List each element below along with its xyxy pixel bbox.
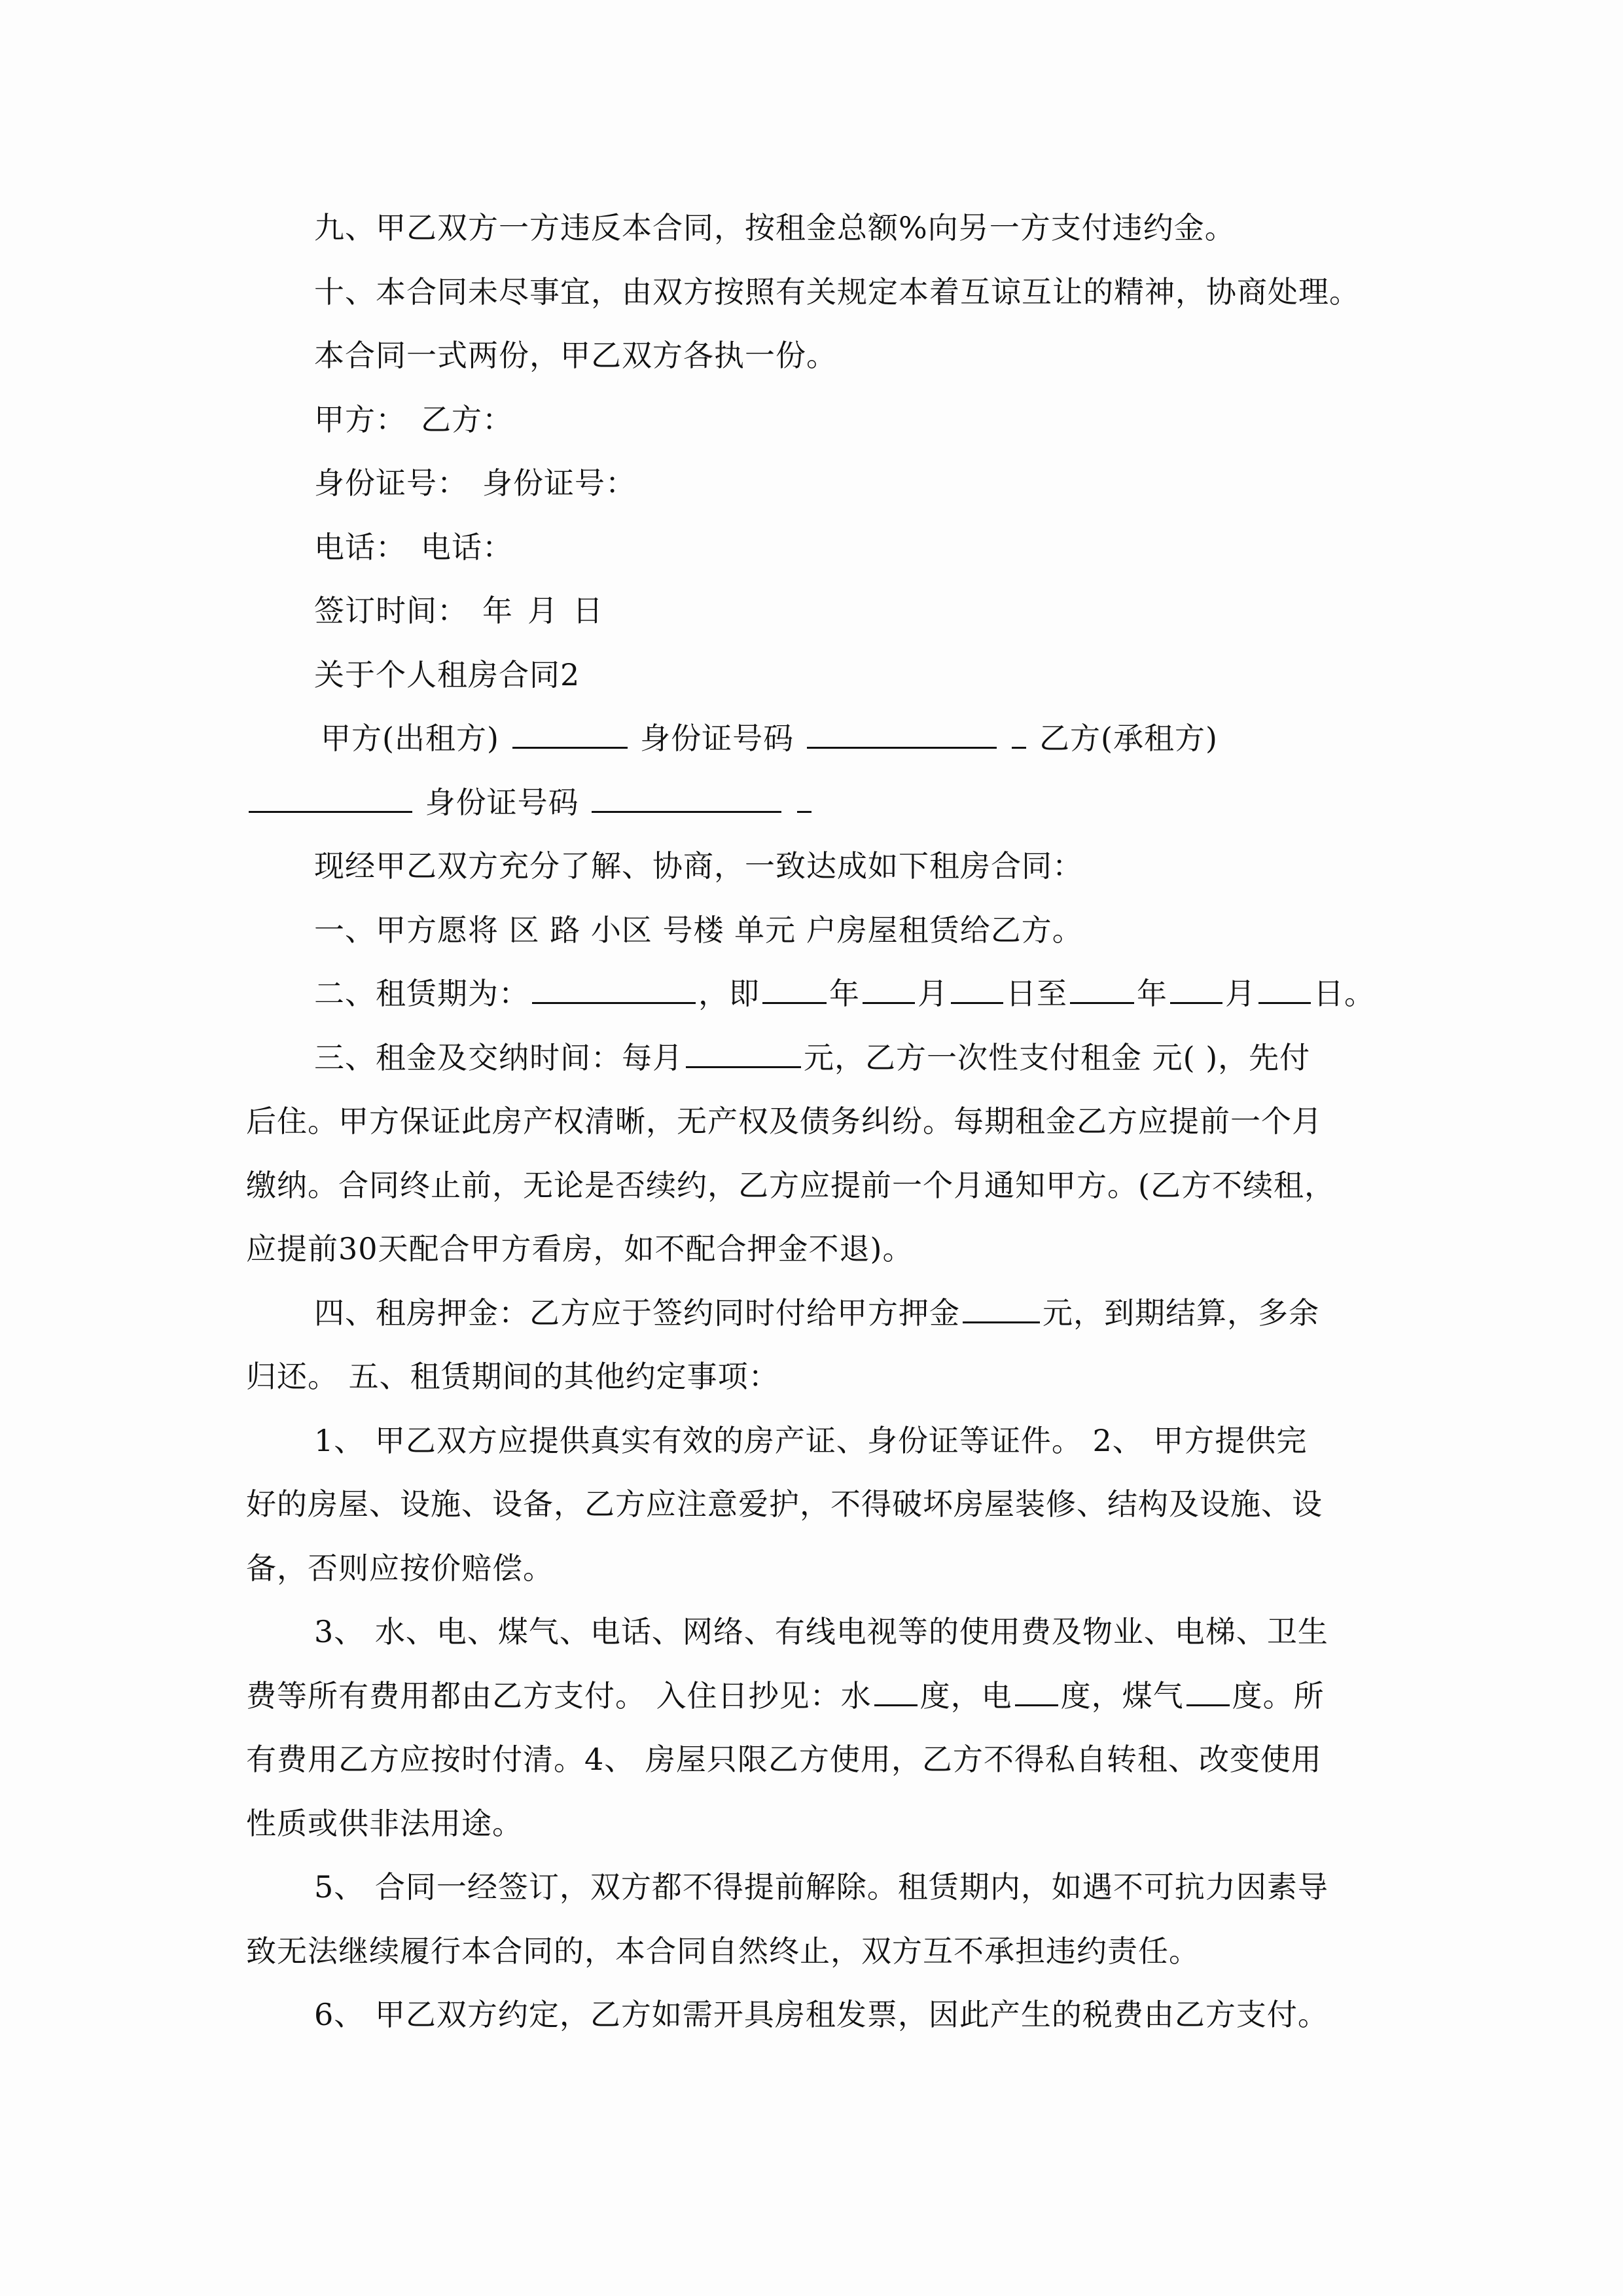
phone-a-label: 电话： <box>314 529 406 565</box>
item-3-line-2: 后住。甲方保证此房产权清晰，无产权及债务纠纷。每期租金乙方应提前一个月 <box>246 1103 1323 1139</box>
item-4-line-1 <box>246 1282 1431 1346</box>
id-code-label: 身份证号码 <box>640 721 794 756</box>
deposit-blank[interactable] <box>963 1321 1040 1323</box>
id-b-label: 身份证号： <box>482 465 636 501</box>
lessee-blank[interactable] <box>249 810 412 813</box>
sub-1-2-line-2: 好的房屋、设施、设备，乙方应注意爱护，不得破坏房屋装修、结构及设施、设 <box>246 1486 1323 1522</box>
sub-6-line-1: 6、 甲乙双方约定，乙方如需开具房租发票，因此产生的税费由乙方支付。 <box>314 1997 1329 2032</box>
clause-9: 九、甲乙双方一方违反本合同，按租金总额%向另一方支付违约金。 <box>314 210 1236 245</box>
item2-day-to: 日至 <box>1006 976 1067 1011</box>
item2-ji: ，即 <box>698 976 760 1011</box>
item-2 <box>246 962 1431 1026</box>
sub-5-line-2: 致无法继续履行本合同的，本合同自然终止，双方互不承担违约责任。 <box>246 1933 1200 1969</box>
day-label: 日 <box>573 593 603 628</box>
contract-2-title: 关于个人租房合同2 <box>314 656 580 692</box>
item4-suffix: 元，到期结算，多余 <box>1043 1295 1319 1331</box>
phone-b-label: 电话： <box>421 529 513 565</box>
lease-term-blank[interactable] <box>532 1001 696 1004</box>
item-3-line-3: 缴纳。合同终止前，无论是否续约，乙方应提前一个月通知甲方。(乙方不续租， <box>246 1167 1335 1203</box>
end-year-blank[interactable] <box>1070 1001 1134 1004</box>
document-page <box>246 196 1431 2047</box>
lessee-label: 乙方(承租方) <box>1039 721 1218 756</box>
lessor-id-blank[interactable] <box>807 746 997 749</box>
item2-month2: 月 <box>1225 976 1256 1011</box>
item2-month: 月 <box>918 976 948 1011</box>
sub-1-2-line-1: 1、 甲乙双方应提供真实有效的房产证、身份证等证件。 2、 甲方提供完 <box>314 1422 1308 1458</box>
gas-label: 度，煤气 <box>1060 1677 1184 1713</box>
signature-date <box>246 579 1431 643</box>
item3-prefix: 三、租金及交纳时间：每月 <box>314 1039 683 1075</box>
month-label: 月 <box>527 593 558 628</box>
lessor-blank[interactable] <box>512 746 628 749</box>
gas-reading-blank[interactable] <box>1186 1704 1230 1706</box>
item-1 <box>246 899 1431 963</box>
item1-district: 区 <box>508 912 540 948</box>
signature-parties <box>246 388 1431 452</box>
item-3-line-1 <box>246 1026 1431 1090</box>
item1-community: 小区 <box>590 912 652 948</box>
sub-3-4-line-2 <box>246 1664 1431 1729</box>
item2-year: 年 <box>829 976 860 1011</box>
end-month-blank[interactable] <box>1170 1001 1222 1004</box>
start-day-blank[interactable] <box>951 1001 1003 1004</box>
item2-day-end: 日。 <box>1313 976 1375 1011</box>
item2-prefix: 二、租赁期为： <box>314 976 529 1011</box>
item1-unit: 单元 <box>734 912 796 948</box>
electric-reading-blank[interactable] <box>1015 1704 1058 1706</box>
intro: 现经甲乙双方充分了解、协商，一致达成如下租房合同： <box>314 848 1083 884</box>
item1-building: 号楼 <box>662 912 724 948</box>
gas-suffix: 度。所 <box>1232 1677 1325 1713</box>
end-day-blank[interactable] <box>1258 1001 1311 1004</box>
parties-line-2 <box>246 771 1431 835</box>
id-code-label-2: 身份证号码 <box>425 784 579 820</box>
sub-3-4-line-3: 有费用乙方应按时付清。4、 房屋只限乙方使用，乙方不得私自转租、改变使用 <box>246 1742 1322 1777</box>
copies-statement: 本合同一式两份，甲乙双方各执一份。 <box>314 338 837 373</box>
item-3-line-4: 应提前30天配合甲方看房，如不配合押金不退)。 <box>246 1231 914 1266</box>
sub-5-line-1: 5、 合同一经签订，双方都不得提前解除。租赁期内，如遇不可抗力因素导 <box>314 1869 1329 1905</box>
id-a-label: 身份证号： <box>314 465 468 501</box>
lessee-id-blank[interactable] <box>592 810 781 813</box>
item1-suffix: 户房屋租赁给乙方。 <box>806 912 1083 948</box>
start-month-blank[interactable] <box>863 1001 915 1004</box>
start-year-blank[interactable] <box>762 1001 827 1004</box>
item1-prefix: 一、甲方愿将 <box>314 912 499 948</box>
short-blank <box>1012 746 1026 749</box>
item1-road: 路 <box>550 912 581 948</box>
signature-phones <box>246 516 1431 580</box>
party-b-label: 乙方： <box>421 401 513 437</box>
lessor-label: 甲方(出租方) <box>321 721 499 756</box>
item4-prefix: 四、租房押金：乙方应于签约同时付给甲方押金 <box>314 1295 960 1331</box>
monthly-rent-blank[interactable] <box>686 1066 801 1068</box>
sub-1-2-line-3: 备，否则应按价赔偿。 <box>246 1550 554 1586</box>
electric-label: 度，电 <box>919 1677 1012 1713</box>
item2-year2: 年 <box>1137 976 1168 1011</box>
short-blank-2 <box>797 810 812 813</box>
sub-3-4-line-1: 3、 水、电、煤气、电话、网络、有线电视等的使用费及物业、电梯、卫生 <box>314 1614 1329 1649</box>
water-reading-blank[interactable] <box>874 1704 918 1706</box>
clause-10: 十、本合同未尽事宜，由双方按照有关规定本着互谅互让的精神，协商处理。 <box>314 274 1360 310</box>
item3-suffix: 元，乙方一次性支付租金 元( )，先付 <box>804 1039 1311 1075</box>
parties-line-1 <box>246 707 1431 771</box>
year-label: 年 <box>482 593 513 628</box>
signature-ids <box>246 452 1431 516</box>
sub-3-4-line-4: 性质或供非法用途。 <box>246 1805 523 1841</box>
item-4-line-2: 归还。 五、租赁期间的其他约定事项： <box>246 1359 779 1394</box>
party-a-label: 甲方： <box>314 401 406 437</box>
meter-reading-label: 费等所有费用都由乙方支付。 入住日抄见：水 <box>246 1677 872 1713</box>
sign-time-label: 签订时间： <box>314 593 468 628</box>
